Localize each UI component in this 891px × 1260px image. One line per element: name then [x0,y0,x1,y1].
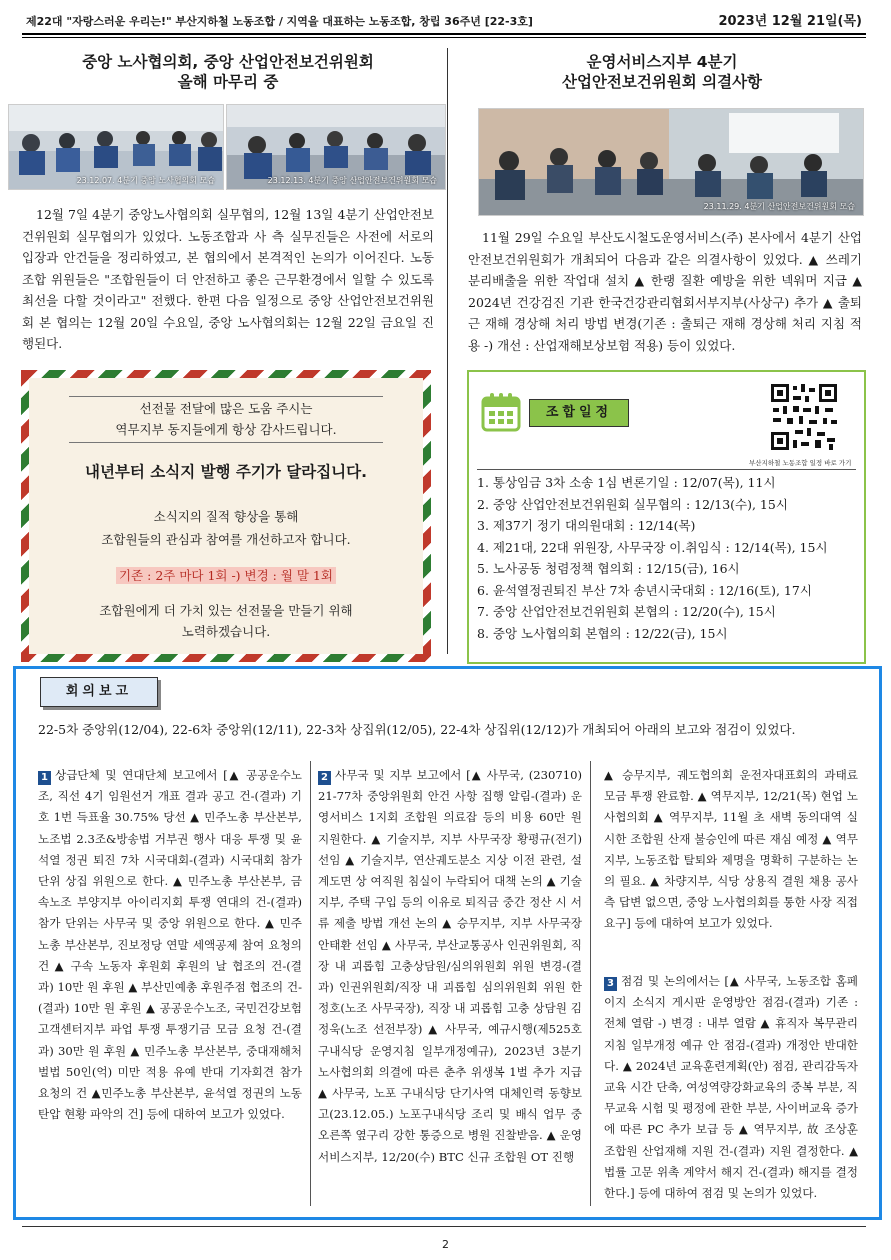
photo-caption: 23.12.13. 4분기 중앙 산업안전보건위원회 모습 [267,176,437,185]
article2-title-line1: 운영서비스지부 4분기 [586,53,738,71]
schedule-list [477,472,828,644]
schedule-item: 2. 중앙 산업안전보건위원회 실무협의 : 12/13(수), 15시 [477,496,788,512]
calendar-icon [481,392,521,432]
notice-closing-1: 조합원에게 더 가치 있는 선전물을 만들기 위해 [99,603,353,618]
newsletter-notice [21,370,431,662]
schedule-badge: 조합일정 [529,399,629,427]
meeting-report [13,666,882,1220]
meeting-section-1 [38,765,302,1125]
notice-line-2: 조합원들의 관심과 참여를 개선하고자 합니다. [101,532,351,547]
section-text: 사무국 및 지부 보고에서 [▲ 사무국, (230710) 21-77차 중앙위원회 안건 사항 집행 알림-(결과) 운영서비스 1지회 조합원 의료잡 등의 비용 60만 원 지원한다. ▲ 기술지부, 지부 사무국장 황평규(전기) 선임 ▲ 기술지부, 연산궤도분소 지상 이전 관련, 설계도면 상 여직원 침실이 누락되어 대책 논의 ▲ 기술지부, 주택 구입 등의 이유로 퇴직금 중간 정산 시 서류 제출 방법 개선 논의 ▲ 승무지부, 지부 사무국장 안태환 선임 ▲ 사무국, 부산교통공사 인권위원회, 직장 내 괴롭힘 고충상담원/심의위원회 위원 변경-(결과) 인권위원회/직장 내 괴롭힘 심의위원회 위원 한정호(노조 사무국장), 직장 내 괴롭힘 고충 상담원 김정욱(노조 선전부장) ▲ 사무국, 예규시행(제525호 구내식당 운영지침 일부개정예규), 2023년 3분기 노사협의회 의결에 따른 춘추 위생복 1벌 추가 지급 ▲ 사무국, 노포 구내식당 단기사역 대체인력 동향보고(23.12.05.) 노포구내식당 조리 및 배식 업무 중 오른쪽 옆구리 강한 통증으로 병원 진찰받음. ▲ 운영서비스지부, 12/20(수) BTC 신규 조합원 OT 진행 [318,768,582,1164]
schedule-item: 5. 노사공동 청렴정책 협의회 : 12/15(금), 16시 [477,561,740,576]
notice-line-1: 소식지의 질적 향상을 통해 [153,509,299,524]
header-rule [22,33,866,35]
notice-closing-2: 노력하겠습니다. [181,624,271,639]
section-number: 2 [318,771,331,785]
article2-title [458,52,866,92]
schedule-item: 7. 중앙 산업안전보건위원회 본협의 : 12/20(수), 15시 [477,604,776,619]
header-rule-thin [22,37,866,38]
meeting-section-2-cont: ▲ 승무지부, 궤도협의회 운전자대표회의 과태료 모금 투쟁 완료함. ▲ 역무지부, 12/21(목) 현업 노사협의회 ▲ 역무지부, 11월 초 새벽 동의대역 실시한 조합원 산재 불승인에 따른 재심 예정 ▲ 역무지부, 노동조합 탈퇴와 제명을 명확히 구분하는 논의 필요. ▲ 차량지부, 식당 상용직 결원 채용 공사 측 답변 없으면, 중앙 노사협의회를 통한 사장 직접 요구] 등에 대하여 보고가 있었다. [604,768,858,931]
schedule-item: 3. 제37기 정기 대의원대회 : 12/14(목) [477,518,696,533]
qr-caption: 부산지하철 노동조합 일정 바로 가기 [749,459,852,467]
issue-date: 2023년 12월 21일(목) [718,14,862,29]
photo-caption: 23.12.07. 4분기 중앙 노사협의회 모습 [76,176,215,185]
meeting-divider [310,761,311,1206]
masthead [22,10,866,30]
meeting-badge: 회의보고 [40,677,158,707]
schedule-rule [477,469,856,470]
article1-photo-2 [226,104,446,190]
meeting-intro: 22-5차 중앙위(12/04), 22-6차 중앙위(12/11), 22-3차 상집위(12/05), 22-4차 상집위(12/12)가 개최되어 아래의 보고와 점검이 있었다. [38,722,796,737]
section-number: 3 [604,977,617,991]
notice-headline: 내년부터 소식지 발행 주기가 달라집니다. [84,463,367,481]
article2-photo [478,108,864,216]
notice-rule [69,396,383,397]
schedule-item: 4. 제21대, 22대 위원장, 사무국장 이.취임식 : 12/14(목), 15시 [477,539,828,555]
notice-thanks-1: 선전물 전달에 많은 도움 주시는 [139,401,313,416]
notice-inner [29,378,423,654]
article2-title-line2: 산업안전보건위원회 의결사항 [561,73,763,91]
schedule-item: 1. 통상임금 3차 소송 1심 변론기일 : 12/07(목), 11시 [477,475,776,490]
section-number: 1 [38,771,51,785]
masthead-title: 제22대 "자랑스러운 우리는!" 부산지하철 노동조합 / 지역을 대표하는 노동조합, 창립 36주년 [22-3호] [26,15,533,28]
meeting-divider [590,761,591,1206]
column-divider [447,48,448,654]
article1-photo-1 [8,104,224,190]
meeting-section-3 [604,971,858,1204]
notice-thanks-2: 역무지부 동지들에게 항상 감사드립니다. [115,422,337,437]
qr-code-icon[interactable] [769,382,839,452]
section-text: 상급단체 및 연대단체 보고에서 [▲ 공공운수노조, 직선 4기 임원선거 개표 결과 공고 건-(결과) 기호 1번 득표율 30.75% 당선 ▲ 민주노총 부산본부, 노조법 2.3조&방송법 거부권 행사 대응 투쟁 및 윤석열 정권 퇴진 7차 시국대회-(결과) 시국대회 참가 단위 상집 위원으로 한다. ▲ 민주노총 부산본부, 금속노조 부양지부 아이리지회 투쟁 연대의 건-(결과) 참가 단위는 사무국 및 중앙 위원으로 한다. ▲ 민주노총 부산본부, 진보정당 연말 세액공제 참여 요청의 건 ▲ 구속 노동자 후원회 후원의 날 협조의 건-(결과) 10만 원 후원 ▲ 부산민예총 후원주점 협조의 건-(결과) 10만 원 후원 ▲ 공공운수노조, 국민건강보험고객센터지부 파업 투쟁 투쟁기금 모금 요청 건-(결과) 30만 원 후원 ▲ 민주노총 부산본부, 중대재해처벌법 50인(억) 미만 적용 유예 반대 기자회견 참가 요청의 건 ▲민주노총 부산본부, 윤석열 정권의 노동탄압 현황 파악의 건] 등에 대하여 보고가 있었다. [38,768,302,1122]
schedule-item: 6. 윤석열정권퇴진 부산 7차 송년시국대회 : 12/16(토), 17시 [477,582,812,598]
article1-title-line1: 중앙 노사협의회, 중앙 산업안전보건위원회 [82,53,374,71]
article2-body: 11월 29일 수요일 부산도시철도운영서비스(주) 본사에서 4분기 산업안전보건위원회가 개최되어 다음과 같은 의결사항이 있었다. ▲ 쓰레기 분리배출을 위한 작업대 설치 ▲ 한랭 질환 예방을 위한 넥워머 지급 ▲ 2024년 건강검진 기관 한국건강관리협회서부지부(사상구) 추가 ▲ 출퇴근 재해 경상해 처리 방법 변경(기존 : 출퇴근 재해 경상해 처리 지침 적용 -) 개선 : 산업재해보상보험 적용) 등이 있었다. [468,230,862,353]
footer-rule [22,1226,866,1227]
schedule-item: 8. 중앙 노사협의회 본협의 : 12/22(금), 15시 [477,625,728,641]
section-text: 점검 및 논의에서는 [▲ 사무국, 노동조합 홈페이지 소식지 게시판 운영방안 점검-(결과) 기존 : 전체 열람 -) 변경 : 내부 열람 ▲ 휴직자 복무관리 지침 일부개정 예규 안 점검-(결과) 개정안 반대한다. ▲ 2024년 교육훈련계획(안) 점검, 관리감독자 교육 시간 단축, 여성역량강화교육의 중복 부분, 직무교육 시험 및 평정에 관한 부분, 사이버교육 증가에 따른 PC 추가 보급 등 ▲ 역무지부, 故 조상훈 조합원 산업재해 지원 건-(결과) 지원 결정한다. ▲ 법률 고문 위촉 계약서 해지 건-(결과) 해지를 결정한다.] 등에 대하여 점검 및 논의가 있었다. [604,974,858,1201]
photo-caption: 23.11.29. 4분기 산업안전보건위원회 모습 [703,202,855,211]
article1-body: 12월 7일 4분기 중앙노사협의회 실무협의, 12월 13일 4분기 산업안전보건위원회 실무협의가 있었다. 노동조합과 사 측 실무진들은 사전에 서로의 입장과 안건들을 정리하였고, 본 협의에서 본격적인 논의가 이어진다. 노동조합 위원들은 "조합원들이 더 안전하고 좋은 근무환경에서 일할 수 있도록 최선을 다할 것이라고" 전했다. 한편 다음 일정으로 중앙 산업안전보건위원회 본 협의는 12월 20일 수요일, 중앙 노사협의회는 12월 22일 금요일 진행된다. [22,207,434,351]
notice-change: 기존 : 2주 마다 1회 -) 변경 : 월 말 1회 [116,567,336,584]
article1-title [22,52,434,92]
union-schedule [467,370,866,664]
meeting-section-2 [318,765,582,1168]
article1-title-line2: 올해 마무리 중 [177,73,279,91]
page-number: 2 [442,1238,449,1251]
meeting-photo-image [479,109,863,215]
notice-rule [69,442,383,443]
